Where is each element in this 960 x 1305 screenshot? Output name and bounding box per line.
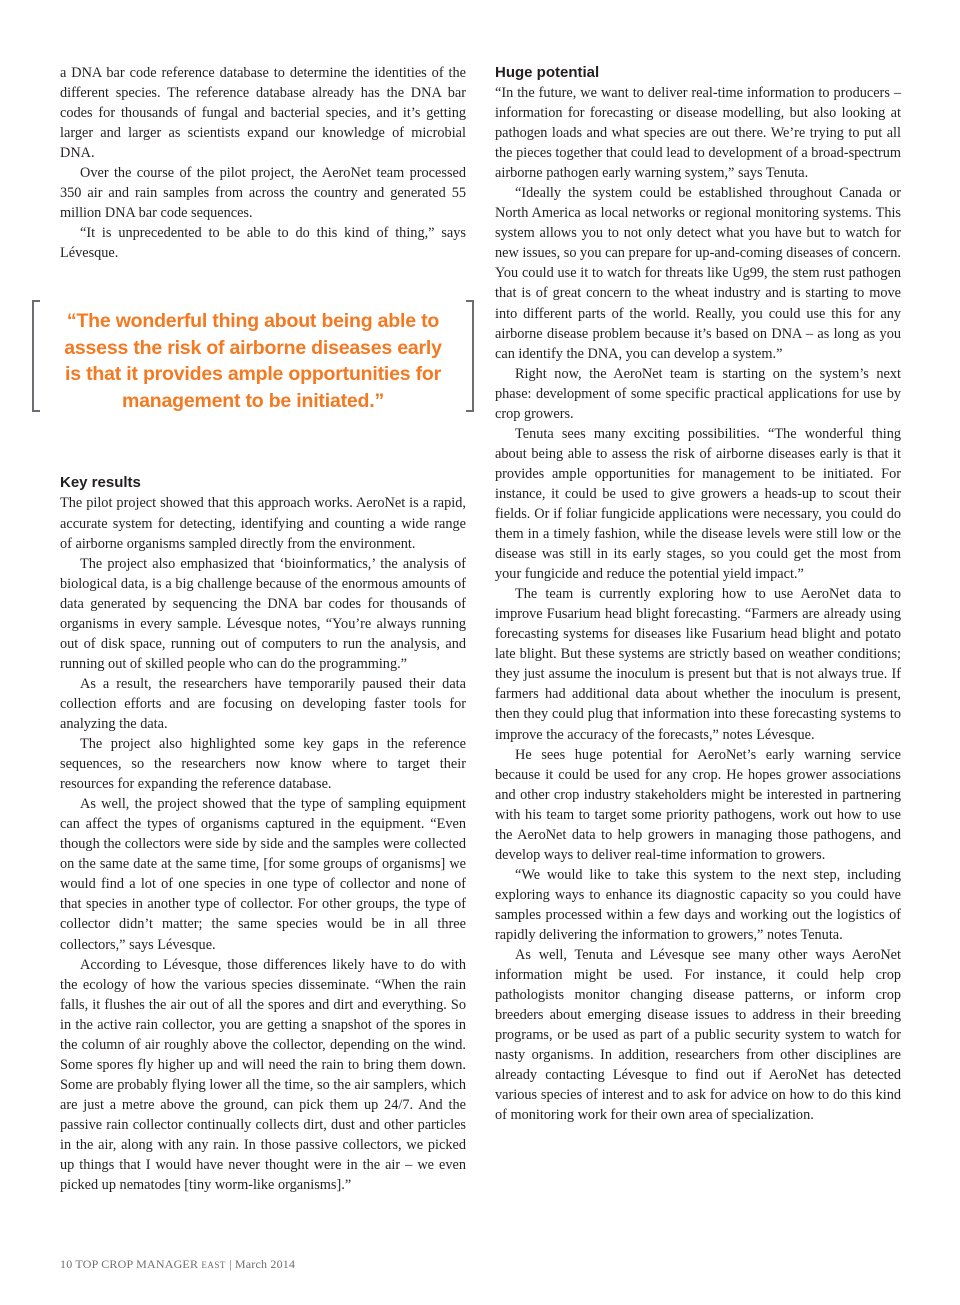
body-paragraph: Over the course of the pilot project, the AeroNet team processed 350 air and rain samples from across the country and generated 55 million DNA bar code sequences. (60, 165, 466, 222)
issue-date: March 2014 (234, 1257, 296, 1271)
page-number: 10 (60, 1257, 73, 1271)
body-paragraph: According to Lévesque, those differences likely have to do with the ecology of how the various species disseminate. “When the rain falls, it flushes the air out of all the spores and dirt and everything. So in the active rain collector, you are getting a snapshot of the spores in the column of air roughly above the collector, depending on the wind. Some spores fly higher up and will need the rain to bring them down. Some are probably flying lower all the time, so the air samplers, which are just a metre above the ground, can pick them up 24/7. And the passive rain collector continually collects dirt, dust and other particles in the air, along with any rain. In those passive collectors, we picked up things that I would have never thought were in the air – we even picked up nematodes [tiny worm-like organisms].” (60, 956, 466, 1194)
body-paragraph: Tenuta sees many exciting possibilities. “The wonderful thing about being able to assess the risk of airborne diseases early is that it provides ample opportunities for management to be initiated. For instance, it could be used to give growers a heads-up to scout their fields. Or if foliar fungicide applications were necessary, you could do them in a timely fashion, while the disease levels were still low or the disease was still in its early stages, so you could get the most from your fungicide and reduce the potential yield impact.” (495, 425, 901, 583)
body-paragraph: a DNA bar code reference database to determine the identities of the different species. The reference database already has the DNA bar codes for thousands of fungal and bacterial species, and it’s getting larger and larger as scientists expand our knowledge of microbial DNA. (60, 65, 466, 162)
body-paragraph: Right now, the AeroNet team is starting on the system’s next phase: development of some specific practical applications for use by crop growers. (495, 365, 901, 422)
section-heading-huge-potential: Huge potential (495, 64, 600, 81)
left-column (60, 63, 466, 1195)
pull-quote-left-bracket (32, 300, 40, 412)
body-paragraph: The team is currently exploring how to use AeroNet data to improve Fusarium head blight forecasting. “Farmers are already using forecasting systems for diseases like Fusarium head blight and potato late blight. But these systems are strictly based on weather conditions; they just assume the inoculum is present but that is not always true. If farmers had additional data about whether the inoculum is present, then they could plug that information into these forecasting systems to improve the accuracy of the forecasts,” notes Lévesque. (495, 586, 901, 743)
body-paragraph: “Ideally the system could be established throughout Canada or North America as local networks or regional monitoring systems. This system allows you to not only detect what you have but to watch for new issues, so you can prepare for up-and-coming diseases of concern. You could use it to watch for threats like Ug99, the stem rust pathogen that is of great concern to the wheat industry and is starting to move into different parts of the world. Really, you could use this for any airborne disease problem because it’s based on DNA – as long as you can identify the DNA, you can develop a system.” (495, 185, 901, 362)
body-paragraph: “We would like to take this system to the next step, including exploring ways to enhance its diagnostic capacity so you could have samples processed within a few days and working out the logistics of rapidly delivering the information to growers,” notes Tenuta. (495, 866, 901, 943)
body-paragraph: “In the future, we want to deliver real-time information to producers – information for forecasting or disease modelling, but also looking at pathogen loads and what species are out there. We’re trying to put all the pieces together that could lead to development of a broad-spectrum airborne pathogen early warning system,” says Tenuta. (495, 85, 901, 182)
body-paragraph: As well, the project showed that the type of sampling equipment can affect the types of organisms captured in the equipment. “Even though the collectors were side by side and the samples were collected on the same date at the same time, [for some groups of organisms] we would find a lot of one species in one type of collector and none of that species in another type of collector. For other groups, the type of collector didn’t matter; the same species would be in all three collectors,” says Lévesque. (60, 796, 466, 953)
body-paragraph: The project also emphasized that ‘bioinformatics,’ the analysis of biological data, is a big challenge because of the enormous amounts of data generated by sequencing the DNA bar codes for thousands of organisms in every sample. Lévesque notes, “You’re always running out of disk space, running out of computers to run the analysis, and running out of skilled people who can do the programming.” (60, 555, 466, 672)
pull-quote-text: “The wonderful thing about being able to assess the risk of airborne diseases early is that it provides ample opportunities for management to be initiated.” (64, 310, 442, 412)
pull-quote-right-bracket (466, 300, 474, 412)
right-column (495, 63, 901, 1125)
magazine-edition: EAST (201, 1260, 226, 1270)
body-paragraph: The project also highlighted some key gaps in the reference sequences, so the researchers now know where to target their resources for expanding the reference database. (60, 736, 466, 793)
footer-separator: | (229, 1257, 232, 1271)
body-paragraph: “It is unprecedented to be able to do this kind of thing,” says Lévesque. (60, 225, 466, 262)
body-paragraph: He sees huge potential for AeroNet’s early warning service because it could be used for any crop. He hopes grower associations and other crop industry stakeholders might be interested in partnering with his team to target some priority pathogens, work out how to use the AeroNet data to help growers in managing those pathogens, and develop ways to deliver real-time information to growers. (495, 746, 901, 863)
magazine-name: TOP CROP MANAGER (75, 1257, 199, 1271)
section-heading-key-results: Key results (60, 474, 141, 492)
body-paragraph: The pilot project showed that this approach works. AeroNet is a rapid, accurate system for detecting, identifying and counting a wide range of airborne organisms sampled directly from the environment. (60, 495, 466, 552)
body-paragraph: As well, Tenuta and Lévesque see many other ways AeroNet information might be used. For instance, it could help crop pathologists monitor changing disease patterns, or inform crop breeders about emerging disease issues to address in their breeding programs, or be used as part of a public security system to watch for nasty organisms. In addition, researchers from other disciplines are already contacting Lévesque to find out if AeroNet has detected various species of interest and to ask for advice on how to do this kind of monitoring work for their own area of specialization. (495, 947, 901, 1124)
page-footer (60, 1257, 295, 1272)
pull-quote (32, 300, 474, 412)
body-paragraph: As a result, the researchers have temporarily paused their data collection efforts and are focusing on developing faster tools for analyzing the data. (60, 675, 466, 732)
